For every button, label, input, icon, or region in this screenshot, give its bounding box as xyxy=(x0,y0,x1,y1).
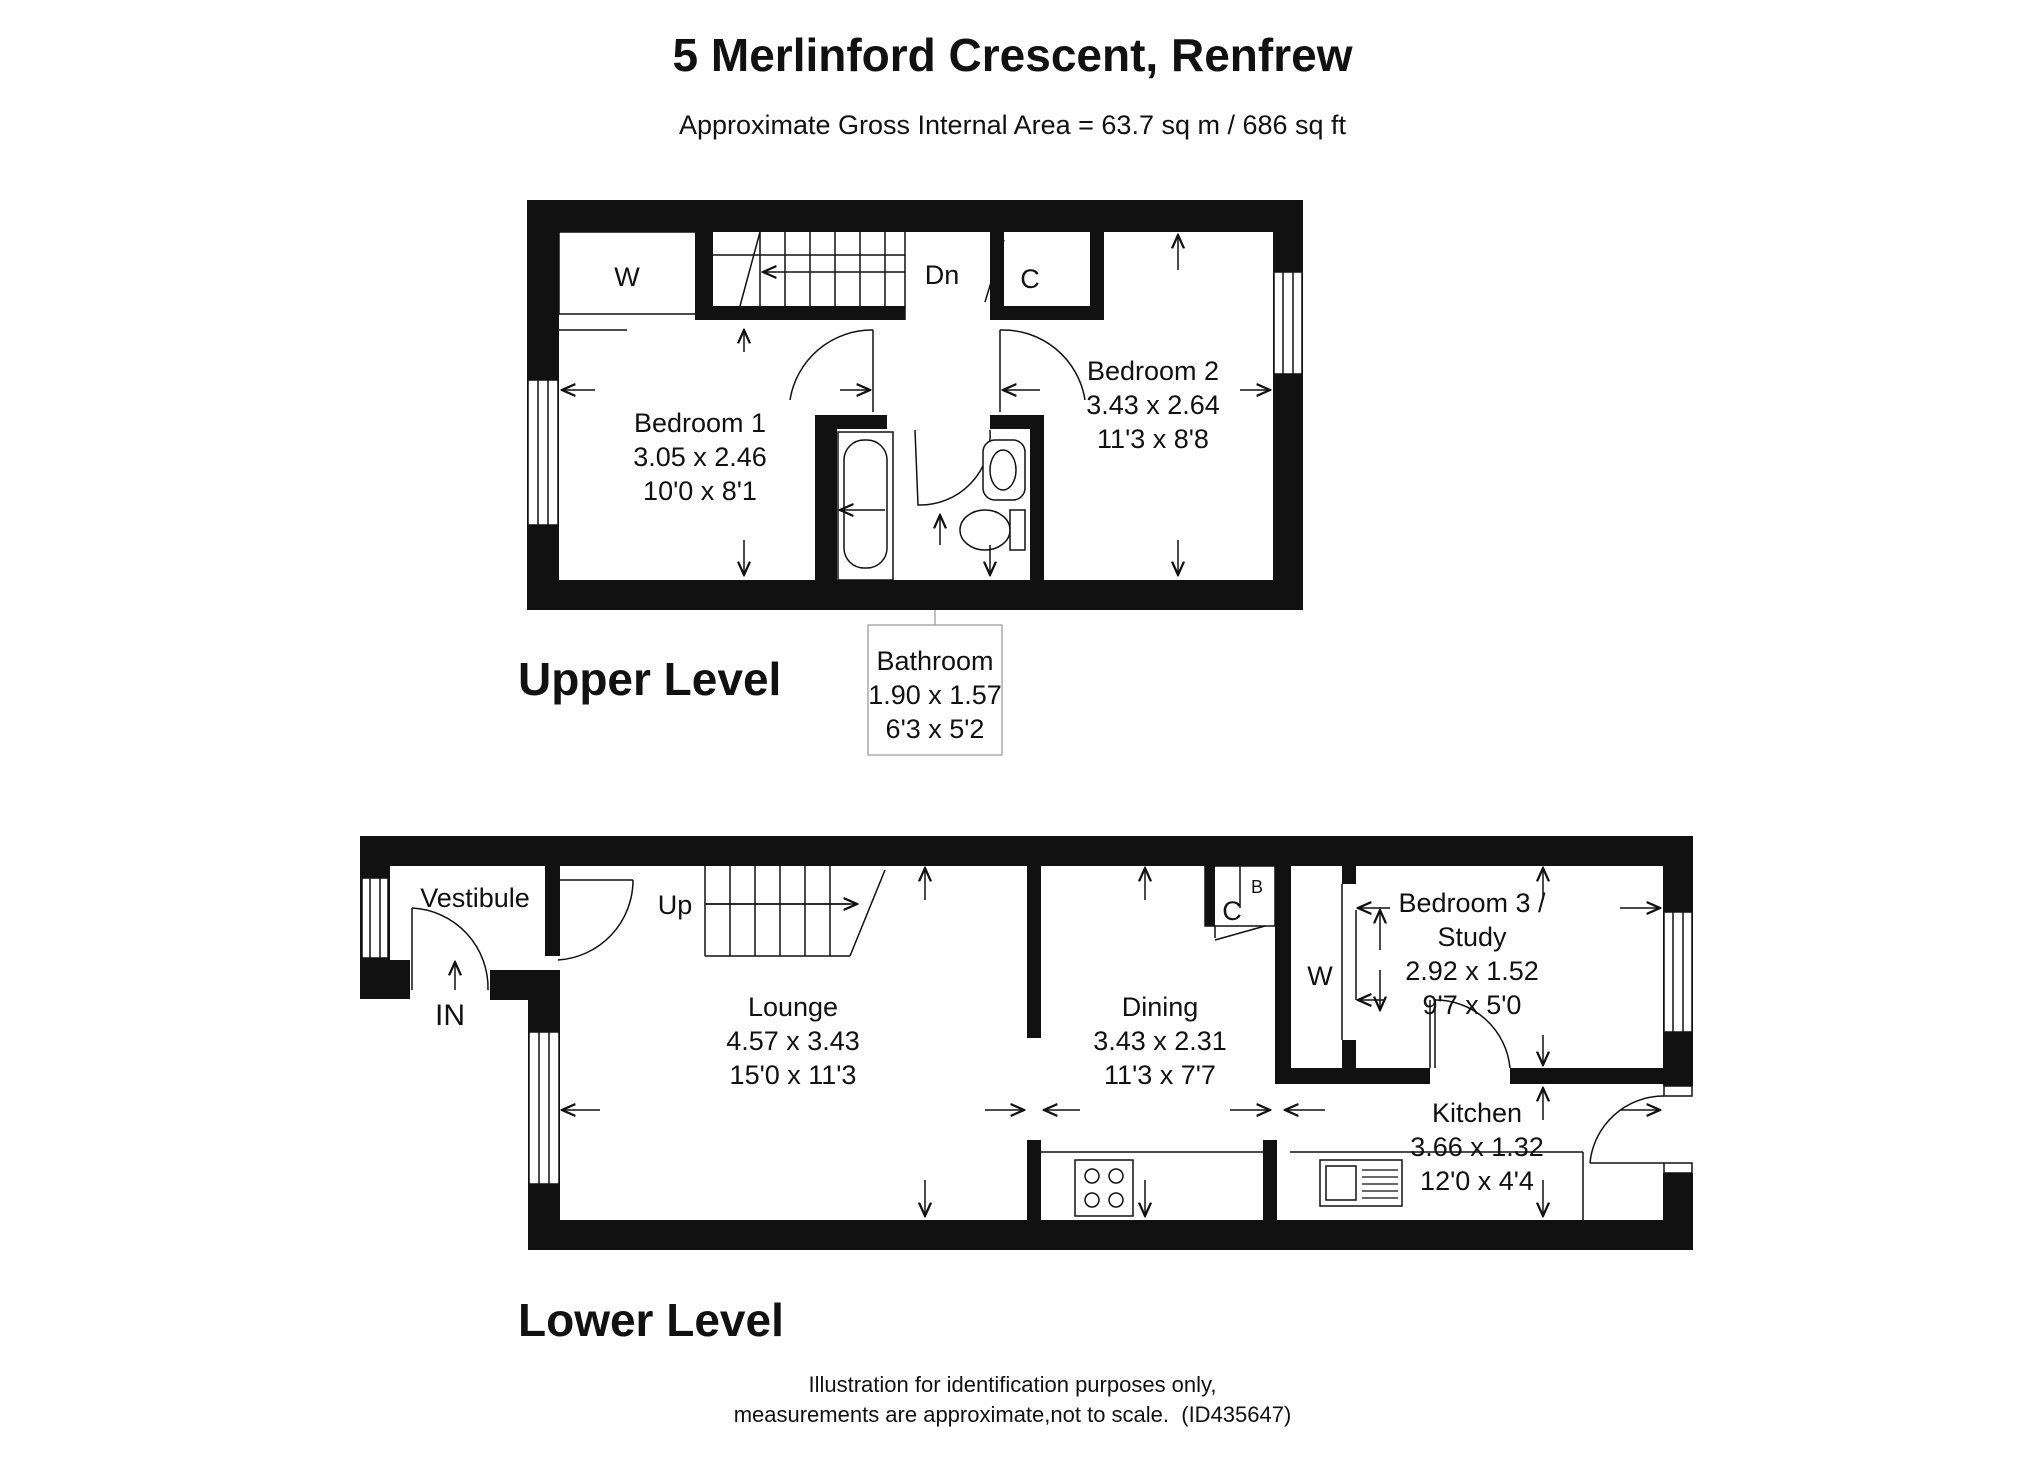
room-name: Kitchen xyxy=(1431,1098,1523,1128)
room-bedroom-2 xyxy=(1086,356,1220,454)
cupboard-upper-marker: C xyxy=(1020,264,1040,294)
disclaimer-line-1: Illustration for identification purposes only, xyxy=(808,1372,1217,1397)
room-bathroom xyxy=(868,646,1002,744)
room-name: Bathroom xyxy=(876,646,994,676)
room-name: Bedroom 1 xyxy=(633,408,767,438)
room-kitchen xyxy=(1410,1098,1544,1196)
disclaimer-footer xyxy=(0,1370,2025,1430)
upper-level-label: Upper Level xyxy=(518,653,782,705)
boiler-marker: B xyxy=(1250,877,1264,897)
room-metric: 1.90 x 1.57 xyxy=(868,680,1002,710)
gross-area-subtitle: Approximate Gross Internal Area = 63.7 sq m / 686 sq ft xyxy=(678,110,1347,140)
room-imperial: 9'7 x 5'0 xyxy=(1422,990,1522,1020)
entrance-marker: IN xyxy=(435,999,465,1032)
room-imperial: 11'3 x 8'8 xyxy=(1097,424,1209,454)
room-dining xyxy=(1093,992,1227,1090)
room-imperial: 6'3 x 5'2 xyxy=(885,714,985,744)
cupboard-lower-marker: C xyxy=(1222,896,1242,926)
vestibule-label: Vestibule xyxy=(420,883,530,913)
room-metric: 3.05 x 2.46 xyxy=(633,442,767,472)
room-lounge xyxy=(726,992,860,1090)
room-name: Dining xyxy=(1121,992,1199,1022)
room-metric: 3.43 x 2.31 xyxy=(1093,1026,1227,1056)
room-bedroom-1 xyxy=(633,408,767,506)
room-name: Lounge xyxy=(747,992,839,1022)
room-metric: 3.43 x 2.64 xyxy=(1086,390,1220,420)
room-imperial: 12'0 x 4'4 xyxy=(1420,1166,1534,1196)
disclaimer-line-2: measurements are approximate,not to scale. (ID435647) xyxy=(733,1402,1292,1427)
lower-level-label: Lower Level xyxy=(518,1294,784,1346)
down-stairs-marker: Dn xyxy=(924,260,960,290)
room-name: Bedroom 2 xyxy=(1086,356,1220,386)
room-metric: 2.92 x 1.52 xyxy=(1405,956,1539,986)
room-imperial: 15'0 x 11'3 xyxy=(729,1060,857,1090)
room-imperial: 10'0 x 8'1 xyxy=(643,476,757,506)
room-metric: 3.66 x 1.32 xyxy=(1410,1132,1544,1162)
room-metric: 4.57 x 3.43 xyxy=(726,1026,860,1056)
page-title: 5 Merlinford Crescent, Renfrew xyxy=(672,29,1353,81)
wardrobe-upper-marker: W xyxy=(614,262,640,292)
room-bedroom-3-study xyxy=(1398,888,1546,1020)
room-imperial: 11'3 x 7'7 xyxy=(1104,1060,1216,1090)
room-name: Bedroom 3 / xyxy=(1398,888,1546,918)
room-name-line2: Study xyxy=(1437,922,1507,952)
wardrobe-lower-marker: W xyxy=(1307,961,1333,991)
up-stairs-marker: Up xyxy=(657,890,693,920)
